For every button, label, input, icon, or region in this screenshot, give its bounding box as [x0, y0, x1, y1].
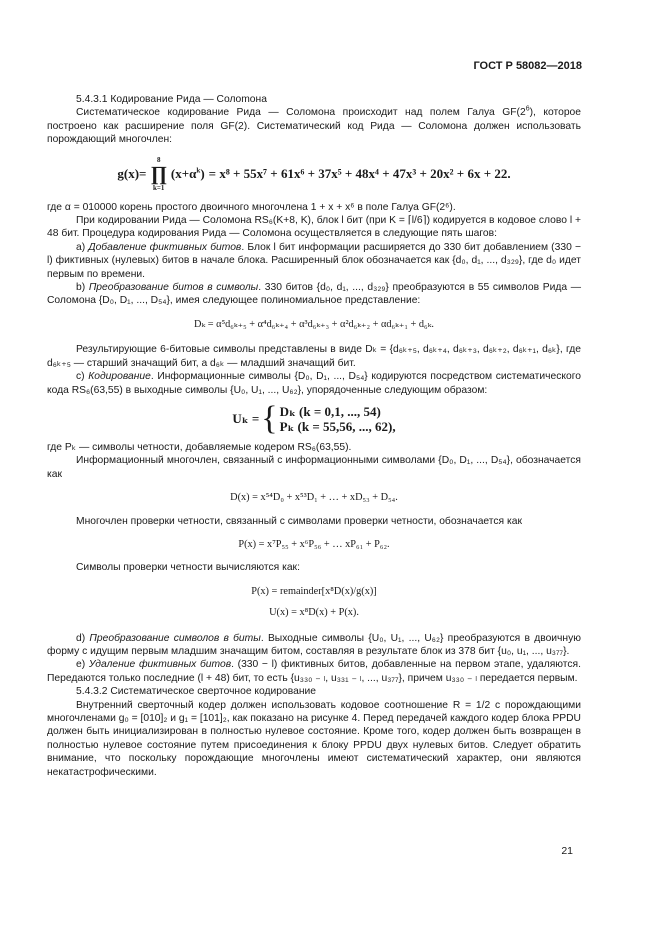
paragraph-6bit-symbols: Результирующие 6-битовые символы представлены в виде Dₖ = {d₆ₖ₊₅, d₆ₖ₊₄, d₆ₖ₊₃, d₆ₖ₊₂, d₆ₖ₊₁, d₆ₖ}, где d₆ₖ₊₅ — старший значащий бит, а d₆ₖ — младший значащий бит.	[47, 344, 581, 369]
alpha-definition: где α = 010000 корень простого двоичного многочлена 1 + x + x⁶ в поле Галуа GF(2⁶).	[47, 201, 456, 213]
paragraph-rs-intro: Систематическое кодирование Рида — Соломона происходит над полем Галуа $GF(2^6)$, которое построено как расширение поля GF(2). Систематический код Рида — Соломона должен использовать порождающий многочлен:	[47, 105, 581, 146]
px-formula: P(x) = x⁷P₅₅ + x⁶P₅₆ + … xP₆₁ + P₆₂.	[238, 538, 390, 550]
step-b: b) Преобразование битов в символы. 330 битов {d₀, d₁, ..., d₃₂₉} преобразуются в 55 символов Рида — Соломона {D₀, D₁, ..., D₅₄}, имея следующее полиномиальное представление:	[47, 282, 582, 307]
section-5-4-3-1-title: 5.4.3.1 Кодирование Рида — Солomона	[76, 94, 267, 105]
step-d: d) Преобразование символов в биты. Выходные символы {U₀, U₁, ..., U₆₂} преобразуются в двоичную форму с идущим первым младшим значащим битом, составляя в результате блок из 378 бит {u₀, u₁, ..., u₃₇₇}.	[47, 632, 581, 657]
paragraph-parity-calc: Символы проверки четности вычисляются как:	[76, 562, 300, 574]
paragraph-info-poly: Информационный многочлен, связанный с информационными символами {D₀, D₁, ..., D₅₄}, обозначается как	[47, 455, 581, 480]
page-body	[47, 93, 581, 779]
dx-formula: D(x) = x⁵⁴D₀ + x⁵³D₁ + … + xD₅₃ + D₅₄.	[230, 492, 398, 504]
step-e: e) Удаление фиктивных битов. (330 − l) фиктивных битов, добавленные на первом этапе, удаляются. Передаются только последние (l + 48) бит, то есть {u₃₃₀ ₋ ₗ, u₃₃₁ ₋ ₗ, ..., u₃₇₇}, причем u₃₃₀ ₋ ₗ передается первым.	[47, 659, 581, 684]
paragraph-convolutional: Внутренний сверточный кодер должен использовать кодовое соотношение R = 1/2 с порождающими многочленами g₀ = [010]₂ и g₁ = [101]₂, как показано на рисунке 4. Перед передачей каждого кодер блока PPDU должен быть инициализирован в полностью нулевое состояние. Кроме того, кодер должен быть возвращен в полностью нулевое состояние путем присоединения к блоку PPDU двух нулевых битов. Следует обратить внимание, что поскольку порождающие многочлены имеют систематический характер, они являются некатастрофическими.	[47, 699, 581, 778]
paragraph-rs-encoding: При кодировании Рида — Соломона RS₆(K+8, K), блок l бит (при K = ⌈l/6⌉) кодируется в кодовое слово l + 48 бит. Процедура кодирования Рида — Соломона осуществляется в следующие пять шагов:	[47, 215, 581, 240]
dk-formula: Dₖ = α⁵d₆ₖ₊₅ + α⁴d₆ₖ₊₄ + α³d₆ₖ₊₃ + α²d₆ₖ₊₂ + αd₆ₖ₊₁ + d₆ₖ.	[194, 318, 434, 330]
generator-polynomial-formula: g(x)= 8 ∏ k=1 $(x+\alpha^k)$ = x⁸ + 55x⁷ + 61x⁶ + 37x⁵ + 48x⁴ + 47x³ + 20x² + 6x + 22.	[117, 155, 511, 192]
paragraph-parity-poly: Многочлен проверки четности, связанный с символами проверки четности, обозначается как	[76, 515, 522, 527]
uk-formula: Uₖ = { Dₖ (k = 0,1, ..., 54) Pₖ (k = 55,56, ..., 62),	[232, 399, 396, 437]
generator-polynomial-rhs: = x⁸ + 55x⁷ + 61x⁶ + 37x⁵ + 48x⁴ + 47x³ + 20x² + 6x + 22.	[208, 165, 511, 181]
ux-formula: U(x) = x⁸D(x) + P(x).	[269, 607, 359, 619]
step-c: c) Кодирование. Информационные символы {D₀, D₁, ..., D₅₄} кодируются посредством систематического кода RS₆(63,55) в выходные символы {U₀, U₁, ..., U₆₂}, упорядоченные следующим образом:	[47, 371, 581, 396]
step-a: a) Добавление фиктивных битов. Блок l бит информации расширяется до 330 бит добавлением (330 − l) фиктивных (нулевых) битов в начале блока. Расширенный блок обозначается как {d₀, d₁, ..., d₃₂₉}, где d₀ идет первым по времени.	[47, 241, 581, 280]
page-number: 21	[561, 845, 573, 857]
pk-definition: где Pₖ — символы четности, добавляемые кодером RS₆(63,55).	[47, 441, 352, 453]
product-symbol: 8 ∏ k=1	[150, 155, 167, 192]
standard-header: ГОСТ Р 58082—2018	[473, 60, 582, 72]
section-5-4-3-2-title: 5.4.3.2 Систематическое сверточное кодирование	[76, 686, 317, 698]
uk-case-parity: Pₖ (k = 55,56, ..., 62),	[279, 418, 396, 434]
uk-case-data: Dₖ (k = 0,1, ..., 54)	[279, 403, 381, 419]
px-remainder-formula: P(x) = remainder[x⁸D(x)/g(x)]	[251, 585, 377, 597]
